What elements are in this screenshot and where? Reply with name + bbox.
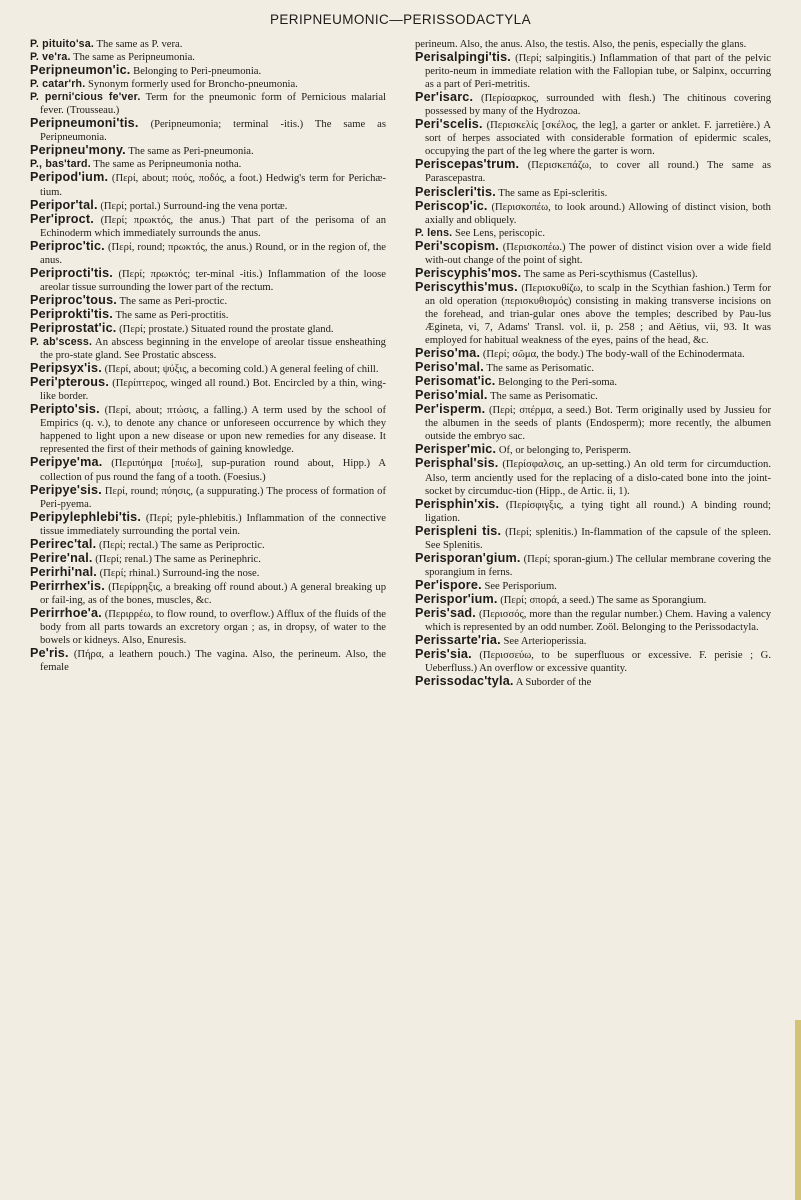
entry-definition: (Πήρα, a leathern pouch.) The vagina. Also, the perineum. Also, the female [40,649,386,674]
dictionary-entry [30,336,386,362]
dictionary-entry [30,552,386,566]
entry-headword: Perisporan'gium. [415,550,521,565]
entry-definition: (Περί; πρωκτός, the anus.) That part of the perisoma of an Echinoderm which immediately surrounds the anus. [40,214,386,239]
entry-definition: (Περισσεύω, to be superfluous or excessive. F. perisie ; G. Ueberfluss.) An overflow or excessive quantity. [425,650,771,675]
entry-definition: Of, or belonging to, Perisperm. [498,445,631,457]
dictionary-entry [30,240,386,267]
dictionary-entry [30,199,386,213]
entry-headword: Peripneumon'ic. [30,63,131,78]
dictionary-entry [30,511,386,538]
dictionary-entry [30,78,386,91]
entry-headword: Perirec'tal. [30,536,97,551]
entry-definition: See Lens, periscopic. [454,227,546,239]
entry-definition: The same as P. vera. [96,39,183,50]
entry-definition: (Περίσφιγξις, a tying tight all round.) A binding round; ligation. [425,499,771,524]
entry-headword: P. perni'cious fe'ver. [30,91,141,104]
dictionary-entry [415,267,771,281]
entry-definition: The same as Epi-scleritis. [498,187,608,199]
entry-definition: The same as Perisomatic. [490,391,598,403]
entry-definition: (Περίσφαλσις, an up-setting.) An old term for circumduction. Also, term anciently used for the replacing of a dislo-cated bone into the joint-socket by circumduc-tion (Hipp., de Artic. ii, 1). [425,459,772,497]
entry-definition: (Περίπτερος, winged all round.) Bot. Encircled by a thin, wing-like border. [40,378,386,403]
entry-headword: Perisphal'sis. [415,456,499,471]
entry-definition: Term for the pneumonic form of Pernicious malarial fever. (Trousseau.) [40,92,386,117]
dictionary-entry [415,91,771,118]
entry-definition: (Περισκελίς [σκέλος, the leg], a garter or anklet. F. jarretière.) A sort of herpes associated with considerable formation of epidermic scales, occupying the part of the leg where the garter is worn. [425,120,771,158]
entry-definition: The same as Perisomatic. [486,363,595,375]
dictionary-entry [30,580,386,607]
entry-definition: (Περιρρέω, to flow round, to overflow.) Afflux of the fluids of the body from all parts towards an excretory organ ; as, in dropsy, of water to the bowels or kidneys. Also, Enuresis. [40,608,386,647]
entry-headword: Pe'ris. [30,646,69,661]
entry-headword: Perispleni tis. [415,523,502,538]
entry-headword: Peris'sad. [415,605,477,620]
entry-headword: Periprocti'tis. [30,265,113,280]
entry-headword: Periso'mial. [415,388,488,403]
dictionary-entry [30,607,386,647]
dictionary-entry [30,322,386,336]
entry-headword: Periso'mal. [415,360,484,375]
entry-headword: Periproc'tic. [30,238,105,253]
dictionary-entry [30,566,386,580]
entry-headword: Perisomat'ic. [415,374,496,389]
entry-definition: (Περισκοπέω, to look around.) Allowing of distinct vision, both axially and obliquely. [425,201,771,226]
entry-headword: Perirrhex'is. [30,578,105,593]
entry-headword: Per'isarc. [415,90,474,105]
dictionary-entry [415,347,771,361]
entry-definition: Περί, round; πύησις, (a suppurating.) The process of formation of Peri-pyema. [40,485,386,510]
dictionary-entry [415,498,771,525]
dictionary-entry [415,186,771,200]
entry-definition: (Περί; portal.) Surround-ing the vena portæ. [100,200,288,212]
entry-headword: Periprostat'ic. [30,320,117,335]
entry-headword: Per'isperm. [415,402,486,417]
entry-definition: The same as Peri-proctitis. [115,309,229,321]
running-head: PERIPNEUMONIC—PERISSODACTYLA [270,12,531,27]
entry-definition: Belonging to the Peri-soma. [498,377,618,389]
entry-definition: (Περί, about; πούς, ποδός, a foot.) Hedwig's term for Perichæ-tium. [40,173,386,198]
entry-definition: The same as Peripneumonia notha. [93,159,242,171]
entry-headword: Peri'scopism. [415,238,499,253]
dictionary-entry [30,362,386,376]
entry-headword: P., bas'tard. [30,158,91,171]
entry-definition: (Περί; renal.) The same as Perinephric. [95,553,261,565]
dictionary-entry [30,456,386,483]
entry-headword: Periscyphis'mos. [415,265,522,280]
dictionary-entry [415,51,771,91]
entry-headword: Periscepas'trum. [415,157,520,172]
entry-headword: Periscleri'tis. [415,184,496,199]
dictionary-entry [415,240,771,267]
dictionary-entry [415,525,771,552]
entry-headword: Periproc'tous. [30,292,117,307]
entry-headword: Perisper'mic. [415,442,497,457]
dictionary-entry [415,648,771,675]
columns [30,38,771,689]
dictionary-entry [30,376,386,403]
dictionary-entry [415,389,771,403]
dictionary-entry [415,118,771,158]
entry-headword: Peri'pterous. [30,375,110,390]
entry-headword: Periso'ma. [415,346,481,361]
entry-headword: Perisalpingi'tis. [415,50,511,65]
entry-headword: Perirhi'nal. [30,564,97,579]
dictionary-entry [30,538,386,552]
dictionary-entry [30,213,386,240]
entry-definition: (Περισκυθίζω, to scalp in the Scythian fashion.) Term for an old operation (περισκυθισμός) consisting in making transverse incisions on the forehead, and trian-gular ones above the temples; described by Pau-lus Ægineta, vi, 7, Adams' Transl. vol. ii, p. 258 ; and Aëtius, vii, 93. It was employed for habitual weakness of the eyes, pains of the head, &c. [425,282,771,347]
entry-definition: (Περισσός, more than the regular number.) Chem. Having a valency which is represented by an odd number. Zoöl. Belonging to the Perissodactyla. [425,608,771,634]
entry-definition: (Περί; σπέρμα, a seed.) Bot. Term originally used by Jussieu for the albumen in the seeds of plants (Endosperm); more recently, the albumen outside the embryo sac. [425,405,771,443]
entry-definition: (Περί; rhinal.) Surround-ing the nose. [99,567,260,579]
entry-headword: Peripneumoni'tis. [30,116,139,131]
dictionary-entry [415,457,771,497]
dictionary-entry [30,64,386,78]
entry-definition: Belonging to Peri-pneumonia. [133,66,262,78]
dictionary-entry [415,634,771,648]
dictionary-entry [30,171,386,198]
entry-definition: (Περισκεπάζω, to cover all round.) The same as Parascepastra. [425,160,771,185]
left-column [30,38,386,689]
entry-headword: P. catar'rh. [30,78,86,91]
entry-definition: The same as Peri-scythismus (Castellus). [523,268,698,280]
entry-headword: Periscop'ic. [415,198,488,213]
dictionary-entry [30,484,386,511]
entry-definition: perineum. Also, the anus. Also, the testis. Also, the penis, especially the glans. [415,39,747,50]
entry-definition: (Περί; pyle-phlebitis.) Inflammation of the connective tissue immediately surrounding the portal vein. [40,512,386,537]
entry-headword: Peripneu'mony. [30,143,126,158]
dictionary-entry [415,200,771,227]
entry-headword: Peris'sia. [415,647,472,662]
entry-definition: (Περί; sporan-gium.) The cellular membrane covering the sporangium in ferns. [425,553,772,578]
entry-headword: P. lens. [415,226,453,239]
entry-definition: The same as Peri-proctic. [119,295,228,307]
dictionary-entry [30,117,386,144]
entry-definition: (Περισκοπέω.) The power of distinct vision over a wide field with-out change of the point of sight. [425,241,771,266]
dictionary-entry [415,675,771,689]
entry-definition: Synonym formerly used for Broncho-pneumonia. [88,79,298,91]
entry-headword: Perissodac'tyla. [415,674,514,689]
entry-headword: Peripsyx'is. [30,361,102,376]
dictionary-entry [30,647,386,674]
dictionary-entry [415,158,771,185]
right-column [415,38,771,689]
entry-definition: (Περίσαρκος, surrounded with flesh.) The chitinous covering possessed by many of the Hydrozoa. [425,93,771,118]
entry-headword: Peripto'sis. [30,402,100,417]
entry-definition: (Περί; prostate.) Situated round the prostate gland. [119,323,334,335]
dictionary-entry [415,443,771,457]
entry-headword: Per'iproct. [30,211,94,226]
dictionary-entry [30,267,386,294]
entry-headword: Perispor'ium. [415,591,498,606]
entry-definition: (Περί, about; ψύξις, a becoming cold.) A general feeling of chill. [104,364,379,376]
entry-definition: (Περιπύημα [πυέω], sup-puration round about, Hipp.) A collection of pus round the fang of a tooth. (Foesius.) [40,458,386,483]
entry-definition: (Περί, round; πρωκτός, the anus.) Round, or in the region of, the anus. [40,241,386,266]
entry-headword: Peripye'sis. [30,482,102,497]
entry-headword: Peripor'tal. [30,197,98,212]
dictionary-entry [30,294,386,308]
entry-headword: Perissarte'ria. [415,633,501,648]
entry-headword: Periscythis'mus. [415,279,518,294]
entry-headword: P. ve'ra. [30,51,71,64]
dictionary-entry [415,593,771,607]
entry-headword: P. ab'scess. [30,336,93,349]
entry-headword: Periprokti'tis. [30,306,113,321]
entry-definition: See Perisporium. [484,580,557,592]
entry-headword: Per'ispore. [415,577,482,592]
entry-definition: (Περίρρηξις, a breaking off round about.) A general breaking up or fail-ing, as of the bones, muscles, &c. [40,581,386,606]
entry-headword: Peripod'ium. [30,170,109,185]
entry-definition: A Suborder of the [515,677,592,689]
entry-headword: Peripye'ma. [30,455,103,470]
dictionary-entry [415,607,771,634]
dictionary-entry [30,144,386,158]
dictionary-entry [415,361,771,375]
entry-headword: P. pituito'sa. [30,38,94,50]
entry-headword: Perire'nal. [30,550,93,565]
entry-definition: An abscess beginning in the envelope of areolar tissue ensheathing the pro-state gland. See Prostatic abscess. [40,337,386,362]
entry-definition: The same as Peripneumonia. [73,52,195,64]
entry-definition: (Περί; rectal.) The same as Periproctic. [98,539,265,551]
dictionary-entry [415,579,771,593]
dictionary-entry [30,38,386,51]
dictionary-entry [415,552,771,579]
entry-definition: (Περί; salpingitis.) Inflammation of that part of the pelvic perito-neum in immediate relation with the Fallopian tube, or Salpinx, occurring as a part of Peri-metritis. [425,53,771,91]
entry-headword: Perirrhoe'a. [30,605,102,620]
dictionary-entry [30,308,386,322]
dictionary-entry [415,403,771,443]
entry-definition: (Περί, about; πτώσις, a falling.) A term used by the school of Empirics (q. v.), to denote any chance or unforeseen occurrence by which they happened to light upon a new disease or upon new remedies for any disease. It represented the first of their methods of gaining knowledge. [40,405,386,456]
entry-definition: (Περί; σπορά, a seed.) The same as Sporangium. [500,594,707,606]
entry-definition: See Arterioperissia. [503,636,587,648]
page-edge-tab [795,1020,801,1200]
dictionary-entry [30,91,386,117]
entry-headword: Peripylephlebi'tis. [30,509,142,524]
entry-headword: Perisphin'xis. [415,496,500,511]
entry-headword: Peri'scelis. [415,117,483,132]
entry-definition: (Περί; πρωκτός; ter-minal -itis.) Inflammation of the loose areolar tissue surrounding the lower part of the rectum. [40,268,386,293]
entry-definition: (Peripneumonia; terminal -itis.) The same as Peripneumonia. [40,119,386,144]
dictionary-entry [30,403,386,456]
entry-definition: (Περί; σῶμα, the body.) The body-wall of the Echinodermata. [482,349,745,361]
dictionary-entry [415,281,771,347]
entry-definition: (Περί; splenitis.) In-flammation of the capsule of the spleen. See Splenitis. [425,526,771,551]
dictionary-entry [415,375,771,389]
entry-definition: The same as Peri-pneumonia. [128,146,254,158]
